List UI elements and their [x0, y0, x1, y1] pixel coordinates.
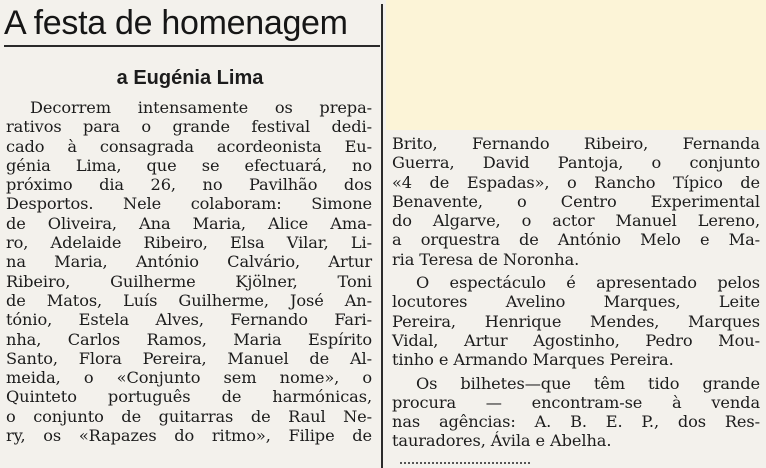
text-line: nas agências: A. B. E. P., dos Res- — [392, 412, 760, 432]
blank-highlight-block — [386, 0, 766, 130]
text-line: O espectáculo é apresentado pelos — [416, 273, 760, 293]
text-line: Quinteto português de harmónicas, — [6, 387, 372, 407]
text-line: tinho e Armando Marques Pereira. — [392, 350, 674, 370]
text-line: «4 de Espadas», o Rancho Típico de — [392, 172, 760, 192]
article-headline: A festa de homenagem — [4, 4, 348, 42]
text-line: procura — encontram-se à venda — [392, 392, 760, 412]
text-line: Ribeiro, Guilherme Kjölner, Toni — [6, 271, 372, 291]
text-line: Brito, Fernando Ribeiro, Fernanda — [392, 134, 760, 153]
text-line: ro, Adelaide Ribeiro, Elsa Vilar, Li- — [6, 233, 372, 253]
text-line: Guerra, David Pantoja, o conjunto — [392, 153, 760, 173]
right-text-column — [392, 134, 760, 451]
text-line: próximo dia 26, no Pavilhão dos — [6, 175, 372, 195]
headline-rule — [4, 45, 380, 47]
left-text-column — [6, 98, 372, 445]
text-line: génia Lima, que se efectuará, no — [6, 155, 372, 175]
text-line: na Maria, António Calvário, Artur — [6, 252, 372, 272]
text-line: cado à consagrada acordeonista Eu- — [6, 136, 372, 156]
text-line: Decorrem intensamente os prepa- — [30, 98, 372, 117]
text-line: ry, os «Rapazes do ritmo», Filipe de — [6, 426, 372, 446]
bottom-dotted-mark — [400, 462, 530, 467]
column-divider — [381, 4, 383, 468]
article-byline: a Eugénia Lima — [116, 67, 264, 89]
text-line: a orquestra de António Melo e Ma- — [392, 230, 760, 250]
text-line: de Oliveira, Ana Maria, Alice Ama- — [6, 213, 372, 233]
text-line: Vidal, Artur Agostinho, Pedro Mou- — [392, 330, 760, 350]
text-line: Santo, Flora Pereira, Manuel de Al- — [6, 348, 372, 368]
text-line: Benavente, o Centro Experimental — [392, 191, 760, 211]
text-line: Os bilhetes—que têm tido grande — [416, 373, 760, 393]
text-line: tónio, Estela Alves, Fernando Fari- — [6, 310, 372, 330]
text-line: rativos para o grande festival dedi- — [6, 117, 372, 137]
text-line: tauradores, Ávila e Abelha. — [392, 431, 612, 451]
text-line: ria Teresa de Noronha. — [392, 249, 580, 269]
text-line: Pereira, Henrique Mendes, Marques — [392, 311, 760, 331]
text-line: meida, o «Conjunto sem nome», o — [6, 368, 372, 388]
text-line: de Matos, Luís Guilherme, José An- — [6, 290, 372, 310]
text-line: locutores Avelino Marques, Leite — [392, 292, 760, 312]
text-line: do Algarve, o actor Manuel Lereno, — [392, 211, 760, 231]
text-line: Desportos. Nele colaboram: Simone — [6, 194, 372, 214]
text-line: nha, Carlos Ramos, Maria Espírito — [6, 329, 372, 349]
text-line: o conjunto de guitarras de Raul Ne- — [6, 406, 372, 426]
